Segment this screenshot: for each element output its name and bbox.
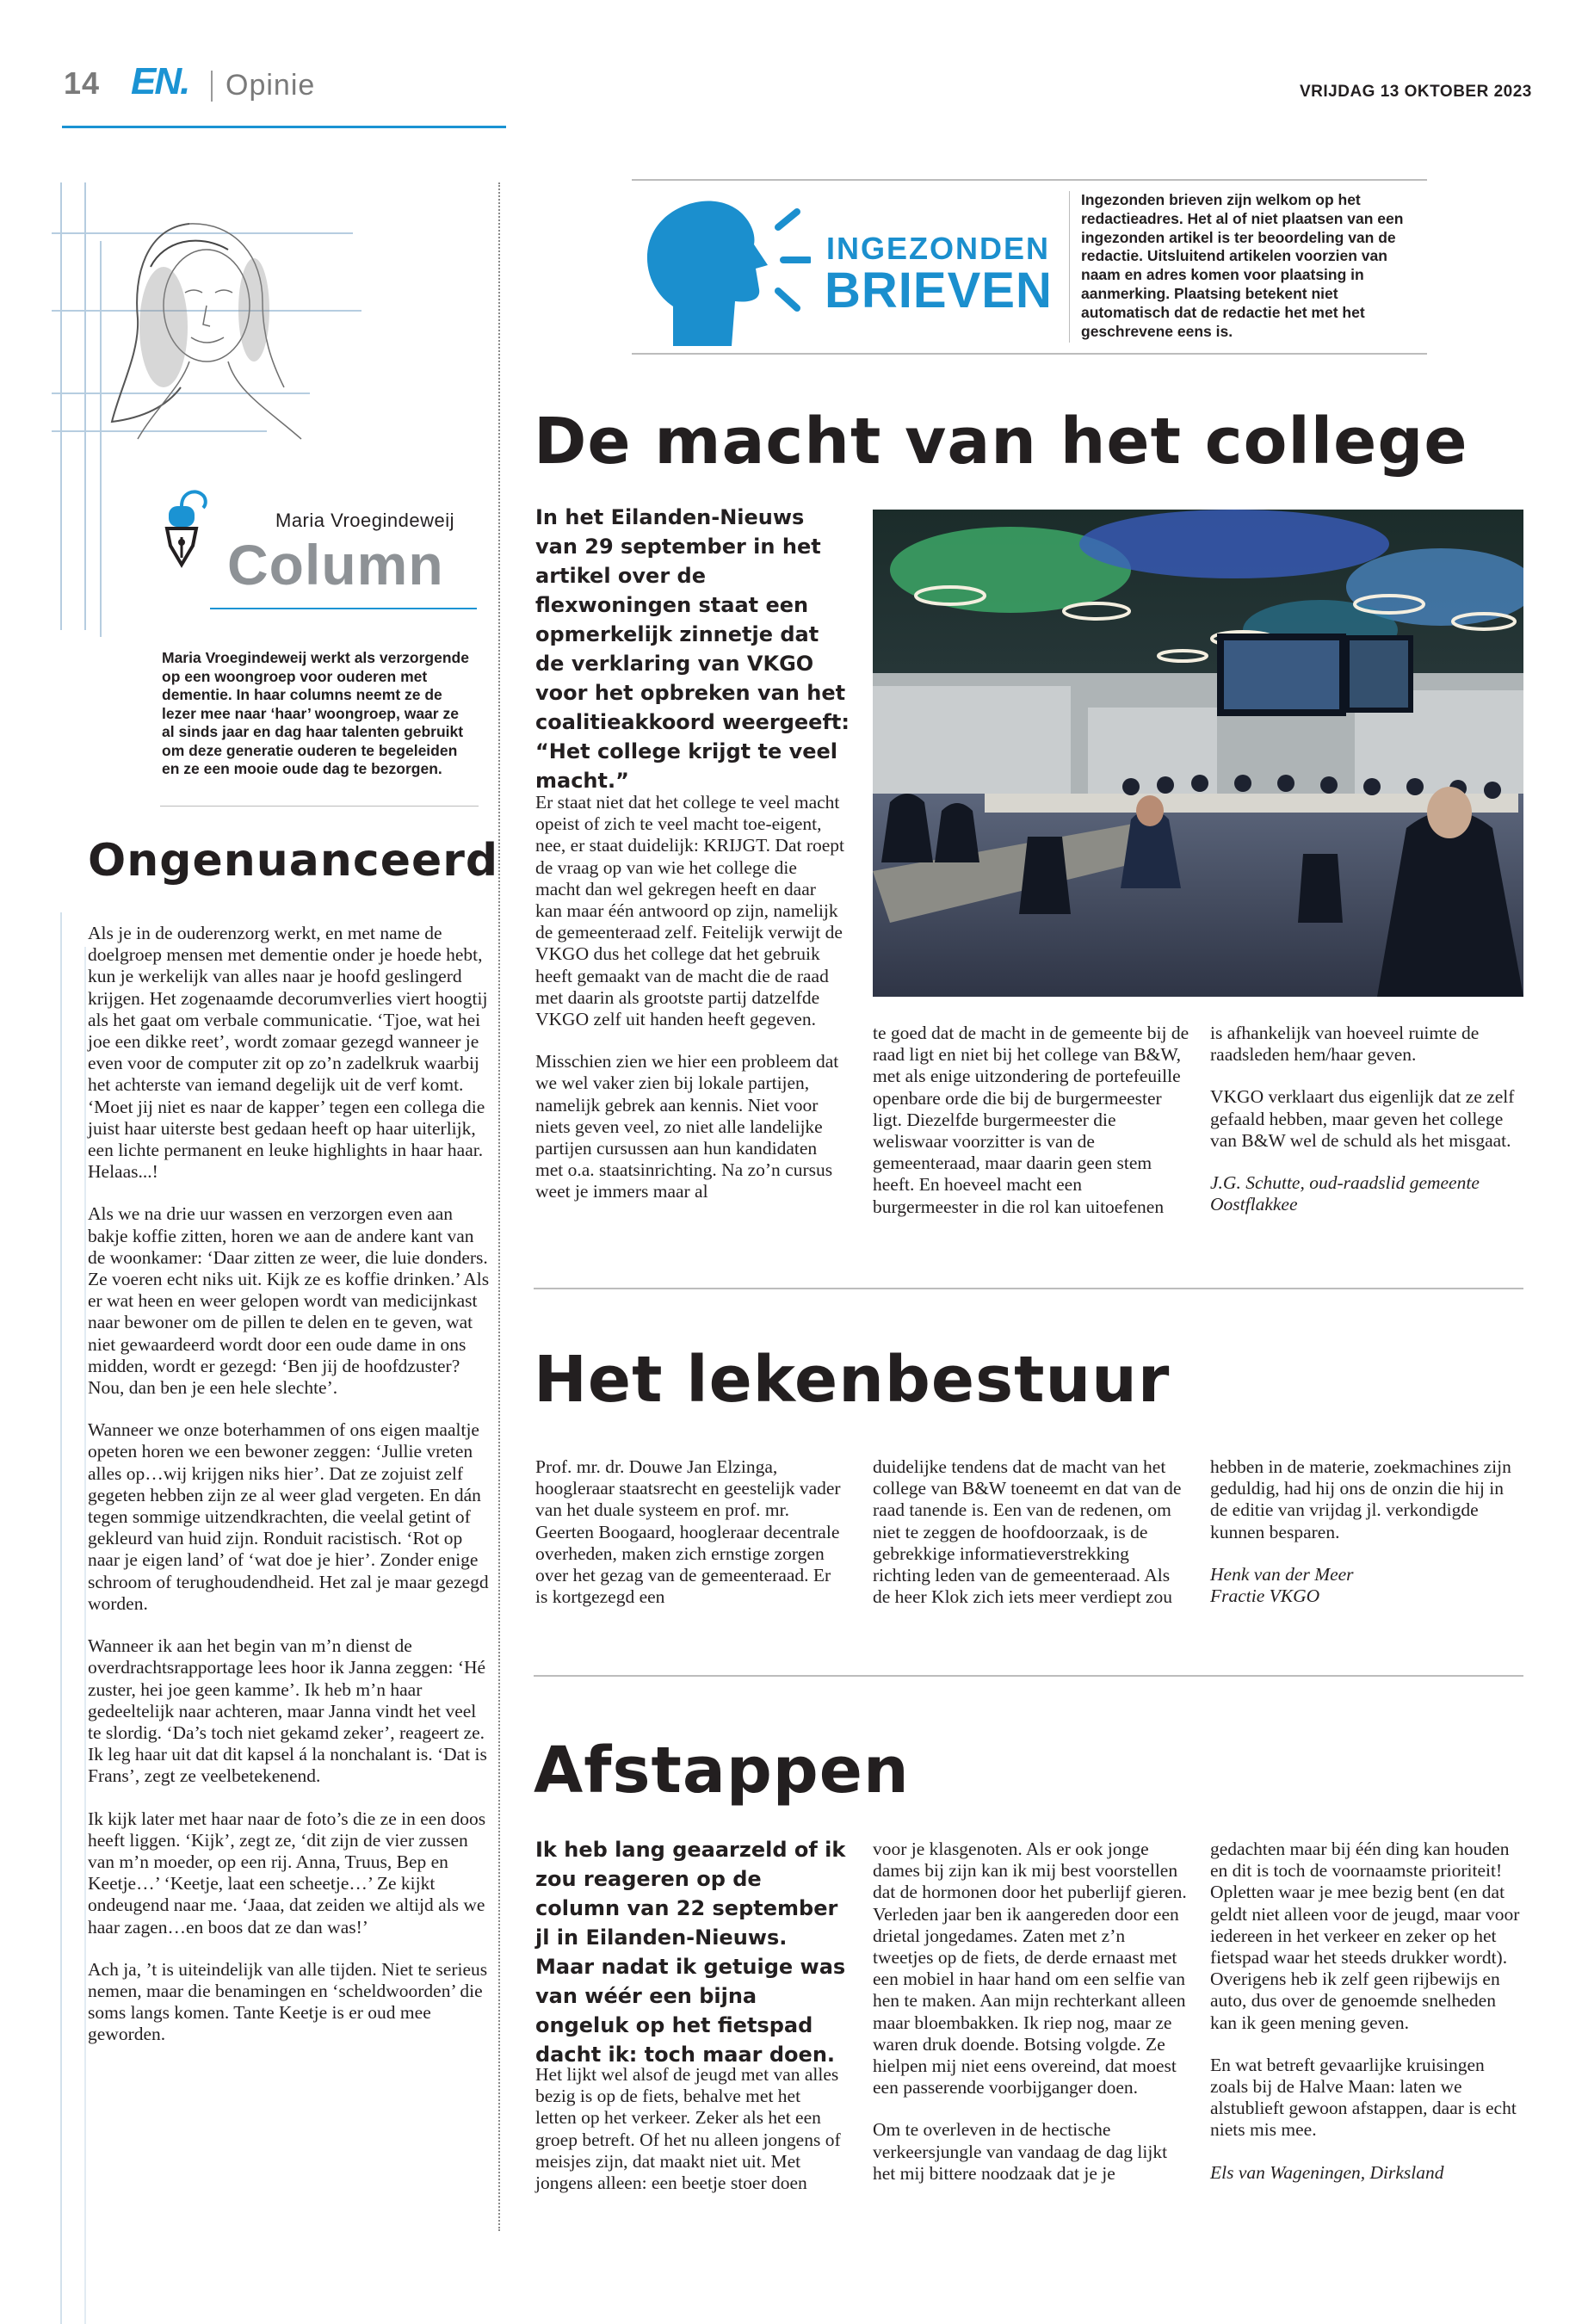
article3-column2 [873,1839,1189,2205]
letters-title-line2: BRIEVEN [825,263,1053,318]
article2-title: Het lekenbestuur [534,1343,1171,1417]
article1-paragraph: VKGO verklaart dus eigenlijk dat ze zelf gefaald hebben, maar geven het college van B&W wel de schuld als het misgaat. [1210,1086,1515,1151]
article3-paragraph: Om te overleven in de hectische verkeersjungle van vandaag de dag lijkt het mij bittere noodzaak dat je je [873,2119,1168,2184]
header-separator [211,71,213,102]
letters-box [632,179,1427,355]
grid-decoration [60,182,62,630]
column-paragraph: Als je in de ouderenzorg werkt, en met name de doelgroep mensen met dementie onder je hoede hebt, kun je werkelijk van alles naar je hoofd geslingerd krijgen. Het zogenaamde decorumverlies viert hoogtij als het gaat om verbale communicatie. ‘Tjoe, wat hei joe een dikke reet’, wordt zomaar gezegd wanneer je even voor de computer zit op zo’n zadelkruk waarbij het achterste van iemand degelijk uit de verf komt. ‘Moet jij niet es naar de kapper’ tegen een collega die juist haar uiterste best gedaan heeft op haar uiterlijk, een lichte permanent en leuke highlights in haar haar. Helaas...! [88,923,488,1183]
article1-paragraph: te goed dat de macht in de gemeente bij de raad ligt en niet bij het college van B&W, met als enige uitzondering de portefeuille openbare orde die bij de burgermeester ligt. Diezelfde burgermeester die weliswaar voorzitter is van de gemeenteraad, maar daarin geen stem heeft. En hoeveel macht een burgermeester in die rol kan uitoefenen [873,1023,1189,1217]
header-accent-line [62,126,506,128]
article1-lead: In het Eilanden-Nieuws van 29 september in het artikel over de flexwoningen staat een opmerkelijk zinnetje dat de verklaring van VKGO voor het opbreken van het coalitieakkoord weergeeft: “Het college krijgt te veel macht.” [535,505,850,793]
bio-rule [160,806,479,807]
column-label: Column [227,533,444,596]
letters-title-line1: INGEZONDEN [826,231,1051,266]
column-paragraph: Ik kijk later met haar naar de foto’s die ze in een doos heeft liggen. ‘Kijk’, zegt ze, ‘dit zijn de vier zussen van m’n moeder, op een rij. Anna, Truus, Bep en Keetje…’ ‘Keetje, laat een scheetje…’ Ze kijkt ondeugend naar me. ‘Jaaa, dat zeiden we altijd als we haar zagen…en boos dat ze dan was!’ [88,1808,486,1938]
box-bottom-rule [632,353,1427,355]
article1-title: De macht van het college [534,405,1468,479]
article3-lead: Ik heb lang geaarzeld of ik zou reageren op de column van 22 september jl in Eilanden-Nieuws. Maar nadat ik getuige was van wéér een bijna ongeluk op het fietspad dacht ik: toch maar doen. [535,1838,846,2067]
article3-title: Afstappen [534,1734,910,1808]
signature-party: Fractie VKGO [1210,1585,1320,1607]
section-title: Opinie [226,69,316,102]
article2-signature [1210,1564,1522,1607]
article2-paragraph: duidelijke tendens dat de macht van het college van B&W toeneemt en dat van de raad tanende is. Een van de redenen, om niet te zeggen de hoofdoorzaak, is de gebrekkige informatieverstrekking richting leden van de gemeenteraad. Als de heer Klok zich iets meer verdiept zou [873,1456,1182,1608]
article1-paragraph: Er staat niet dat het college te veel macht opeist of zich te veel macht toe-eigent, nee, er staat duidelijk: KRIJGT. Dat roept de vraag op van wie het college die macht dan wel gekregen heeft en daar kan maar één antwoord op zijn, namelijk de gemeenteraad zelf. Feitelijk verwijt de VKGO dus het college dat het gebruik heeft gemaakt van de macht die de raad met daarin als grootste partij datzelfde VKGO zelf uit handen heeft gegeven. [535,792,845,1030]
article2-paragraph: hebben in de materie, zoekmachines zijn geduldig, had hij ons de onzin die hij in de editie van vrijdag jl. verkondigde kunnen besparen. [1210,1456,1511,1542]
article3-signature: Els van Wageningen, Dirksland [1210,2161,1444,2183]
author-portrait [86,189,344,448]
article2-column2 [873,1456,1189,1629]
letters-disclaimer: Ingezonden brieven zijn welkom op het redactieadres. Het al of niet plaatsen van een ingezonden artikel is ter beoordeling van de redactie. Uitsluitend artikelen voorzien van naam en adres komen voor plaatsing in aanmerking. Plaatsing betekent niet automatisch dat de redactie het met het geschrevene eens is. [1081,191,1404,340]
article1-signature: J.G. Schutte, oud-raadslid gemeente Oostflakkee [1210,1172,1480,1215]
article1-column3 [1210,1023,1522,1236]
council-meeting-photo [873,510,1523,997]
section-rule [534,1675,1523,1677]
article1-paragraph: is afhankelijk van hoeveel ruimte de raadsleden hem/haar geven. [1210,1023,1480,1066]
article2-paragraph: Prof. mr. dr. Douwe Jan Elzinga, hoogleraar staatsrecht en geestelijk vader van het duale systeem en prof. mr. Geerten Boogaard, hoogleraar decentrale overheden, maken zich ernstige zorgen over het gezag van de gemeenteraad. Er is kortgezegd een [535,1456,841,1608]
edition-date: VRIJDAG 13 OKTOBER 2023 [1300,83,1532,101]
article3-paragraph: Het lijkt wel alsof de jeugd met van alles bezig is op de fiets, behalve met het letten op het verkeer. Zeker als het een groep betreft. Of het nu alleen jongens of meisjes zijn, dat maakt niet uit. Met jongens alleen: een beetje stoer doen [535,2064,841,2194]
column-body [88,923,492,2067]
box-divider [1069,191,1070,343]
box-top-rule [632,179,1427,181]
grid-decoration [84,947,86,2324]
column-label-rule [210,608,477,609]
article2-column1 [535,1456,845,1629]
speaking-head-icon [639,195,811,346]
column-paragraph: Wanneer ik aan het begin van m’n dienst de overdrachtsrapportage lees hoor ik Janna zeggen: ‘Hé zuster, hei joe geen kamme’. Ik heb m’n haar gedeeltelijk naar achteren, maar Janna vindt het veel te slordig. ‘Da’s toch niet gekamd zeker’, reageert ze. Ik leg haar uit dat dit kapsel á la nonchalant is. ‘Dat is Frans’, zegt ze veelbetekenend. [88,1635,487,1787]
article3-paragraph: voor je klasgenoten. Als er ook jonge dames bij zijn kan ik mij best voorstellen dat de hormonen door het puberlijf gieren. Verleden jaar ben ik aangereden door een drietal jongedames. Zaten met z’n tweetjes op de fiets, de derde ernaast met een mobiel in haar hand om een selfie van hen te maken. Aan mijn rechterkant alleen maar bloembakken. Ik riep nog, maar ze waren druk doende. Botsing volgde. Ze hielpen mij niet eens overeind, dat moest een passerende voorbijganger doen. [873,1839,1187,2098]
section-rule [534,1288,1523,1289]
article2-column3 [1210,1456,1522,1607]
page-header [0,0,1588,138]
article1-paragraph: Misschien zien we hier een probleem dat we wel vaker zien bij lokale partijen, namelijk gebrek aan kennis. Niet voor niets geven veel, zo niet alle landelijke partijen cursussen aan hun kandidaten met o.a. staatsinrichting. Na zo’n cursus weet je immers maar al [535,1051,839,1202]
article1-column2 [873,1023,1189,1239]
column-author-bio: Maria Vroegindeweij werkt als verzorgende op een woongroep voor ouderen met dementie. In haar columns neemt ze de lezer mee naar ‘haar’ woongroep, waar ze al sinds jaar en dag haar talenten gebruikt om deze generatie ouderen te begeleiden en ze een mooie oude dag te bezorgen. [162,649,469,777]
column-paragraph: Wanneer we onze boterhammen of ons eigen maaltje opeten horen we een bewoner zeggen: ‘Jullie vreten alles op…wij krijgen niks hier’. Dat ze zojuist zelf gegeten hebben zijn ze al weer glad vergeten. En dán tegen sommige uitzendkrachten, die veelal getint of gekleurd van huid zijn. Ronduit racistisch. ‘Rot op naar je eigen land’ of ‘wat doe je hier’. Zonder enige schroom of terughoudendheid. Het zal je maar gezegd worden. [88,1419,489,1614]
pen-mouse-icon [160,485,220,568]
column-section [52,172,499,2255]
article3-paragraph: gedachten maar bij één ding kan houden en dit is toch de voornaamste prioriteit! Opletten waar je mee bezig bent (en dat geldt niet alleen voor de jeugd, maar voor iedereen in het verkeer en zeker op het fietspad waar het steeds drukker wordt). Overigens heb ik zelf geen rijbewijs en auto, dus over de genoemde snelheden kan ik geen mening geven. [1210,1839,1520,2033]
column-title: Ongenuanceerd [88,835,499,887]
page-number: 14 [64,65,101,101]
grid-decoration [60,912,62,2324]
signature-name: Henk van der Meer [1210,1563,1354,1585]
en-logo: EN. [131,60,189,102]
column-paragraph: Ach ja, ’t is uiteindelijk van alle tijden. Niet te serieus nemen, maar die benamingen en ‘scheldwoorden’ die soms langs komen. Tante Keetje is er oud mee geworden. [88,1958,488,2045]
article3-paragraph: En wat betreft gevaarlijke kruisingen zoals bij de Halve Maan: laten we alstublieft gewoon afstappen, daar is echt niets mis mee. [1210,2054,1517,2141]
column-divider [498,182,500,2231]
article3-column3 [1210,1839,1522,2204]
column-author-name: Maria Vroegindeweij [275,510,455,531]
article3-column1 [535,2064,845,2215]
column-paragraph: Als we na drie uur wassen en verzorgen even aan bakje koffie zitten, horen we aan de andere kant van de woonkamer: ‘Daar zitten ze weer, die luie donders. Ze voeren echt niks uit. Kijk ze es koffie drinken.’ Als er wat heen en weer gelopen wordt van medicijnkast naar bewoner om de pillen te delen en te geven, wat niet gewaardeerd wordt door een oude dame in ons midden, wordt er gezegd: ‘Ben jij de hoofdzuster? Nou, dan ben je een hele slechte’. [88,1203,490,1399]
article1-column1 [535,792,845,1224]
